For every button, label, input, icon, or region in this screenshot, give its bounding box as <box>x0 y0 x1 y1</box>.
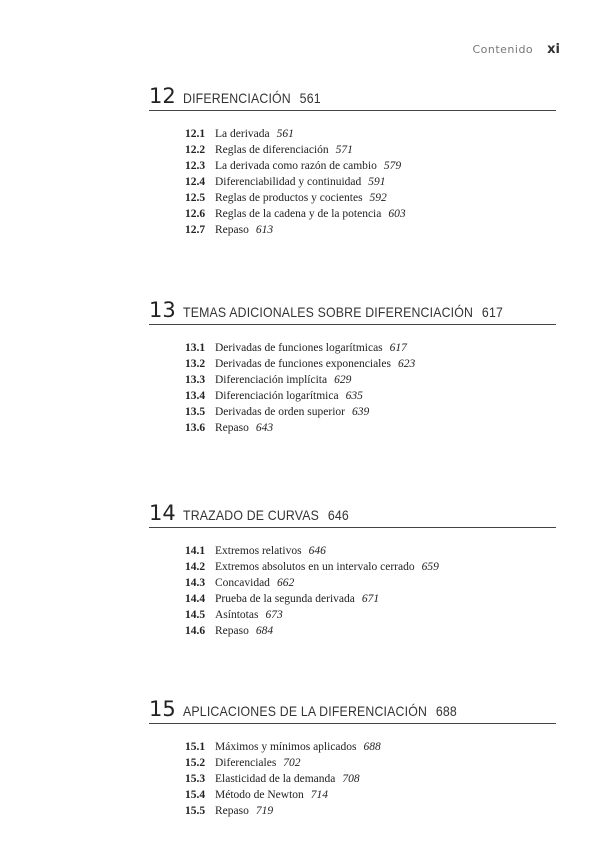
section-title: La derivada <box>215 128 270 140</box>
section-title: Elasticidad de la demanda <box>215 773 336 785</box>
section-title: Reglas de productos y cocientes <box>215 192 363 204</box>
section-title: Método de Newton <box>215 789 304 801</box>
section-title: Repaso <box>215 625 249 637</box>
section-title: Diferenciación logarítmica <box>215 390 339 402</box>
running-head <box>472 42 560 57</box>
list-item <box>185 356 556 372</box>
section-page: 671 <box>361 593 380 605</box>
list-item <box>185 404 556 420</box>
list-item <box>185 607 556 623</box>
section-page: 714 <box>310 789 329 801</box>
list-item <box>185 559 556 575</box>
chapter-13 <box>149 298 556 436</box>
section-title: Repaso <box>215 805 249 817</box>
section-page: 617 <box>389 342 407 354</box>
section-number: 15.5 <box>185 805 206 817</box>
list-item <box>185 372 556 388</box>
section-title: Extremos relativos <box>215 545 302 557</box>
list-item <box>185 623 556 639</box>
list-item <box>185 771 556 787</box>
chapter-number: 12 <box>149 84 176 108</box>
list-item <box>185 222 556 238</box>
section-number: 14.2 <box>185 561 206 573</box>
section-page: 662 <box>276 577 295 589</box>
list-item <box>185 158 556 174</box>
section-page: 592 <box>369 192 387 204</box>
section-number: 13.3 <box>185 374 206 386</box>
section-number: 15.1 <box>185 741 206 753</box>
chapter-title <box>183 90 321 106</box>
section-number: 12.5 <box>185 192 206 204</box>
section-title: Asíntotas <box>215 609 259 621</box>
section-number: 12.4 <box>185 176 206 188</box>
section-page: 629 <box>334 374 352 386</box>
section-page: 635 <box>345 390 363 402</box>
section-page: 591 <box>368 176 386 188</box>
section-title: Máximos y mínimos aplicados <box>215 741 357 753</box>
list-item <box>185 126 556 142</box>
section-list <box>185 739 556 819</box>
section-title: Derivadas de funciones exponenciales <box>215 358 391 370</box>
section-number: 14.5 <box>185 609 206 621</box>
section-page: 643 <box>255 422 274 434</box>
chapter-14 <box>149 501 556 639</box>
section-page: 571 <box>335 144 353 156</box>
section-list <box>185 126 556 238</box>
section-number: 13.1 <box>185 342 206 354</box>
section-page: 659 <box>421 561 439 573</box>
list-item <box>185 174 556 190</box>
chapter-heading <box>149 84 556 111</box>
section-number: 12.6 <box>185 208 206 220</box>
section-page: 579 <box>383 160 402 172</box>
chapter-number: 13 <box>149 298 176 322</box>
list-item <box>185 420 556 436</box>
section-title: Reglas de diferenciación <box>215 144 329 156</box>
list-item <box>185 787 556 803</box>
section-number: 15.3 <box>185 773 206 785</box>
chapter-15 <box>149 697 556 819</box>
chapter-title <box>183 304 503 320</box>
list-item <box>185 206 556 222</box>
section-list <box>185 543 556 639</box>
chapter-number: 15 <box>149 697 176 721</box>
section-title: Derivadas de funciones logarítmicas <box>215 342 383 354</box>
section-title: Repaso <box>215 422 249 434</box>
running-head-label: Contenido <box>472 43 534 56</box>
section-number: 12.2 <box>185 144 206 156</box>
section-page: 646 <box>308 545 326 557</box>
section-page: 623 <box>397 358 416 370</box>
section-number: 14.4 <box>185 593 206 605</box>
section-title: La derivada como razón de cambio <box>215 160 377 172</box>
list-item <box>185 543 556 559</box>
section-number: 15.2 <box>185 757 206 769</box>
section-number: 12.7 <box>185 224 206 236</box>
section-page: 688 <box>363 741 381 753</box>
section-page: 561 <box>276 128 294 140</box>
chapter-page: 688 <box>435 703 457 719</box>
section-title: Diferenciales <box>215 757 277 769</box>
list-item <box>185 575 556 591</box>
section-number: 12.1 <box>185 128 206 140</box>
section-page: 719 <box>255 805 274 817</box>
list-item <box>185 340 556 356</box>
list-item <box>185 142 556 158</box>
chapter-heading <box>149 501 556 528</box>
chapter-title <box>183 507 349 523</box>
section-list <box>185 340 556 436</box>
list-item <box>185 803 556 819</box>
section-title: Prueba de la segunda derivada <box>215 593 355 605</box>
chapter-title-text: TRAZADO DE CURVAS <box>183 507 320 523</box>
section-title: Extremos absolutos en un intervalo cerrado <box>215 561 415 573</box>
list-item <box>185 591 556 607</box>
list-item <box>185 739 556 755</box>
section-number: 13.5 <box>185 406 206 418</box>
section-page: 603 <box>388 208 406 220</box>
section-number: 12.3 <box>185 160 206 172</box>
section-number: 14.1 <box>185 545 206 557</box>
section-page: 639 <box>351 406 370 418</box>
section-page: 702 <box>283 757 301 769</box>
chapter-heading <box>149 298 556 325</box>
list-item <box>185 388 556 404</box>
chapter-12 <box>149 84 556 238</box>
chapter-heading <box>149 697 556 724</box>
section-number: 13.2 <box>185 358 206 370</box>
chapter-page: 617 <box>481 304 504 320</box>
chapter-title <box>183 703 457 719</box>
section-title: Derivadas de orden superior <box>215 406 345 418</box>
section-number: 14.3 <box>185 577 206 589</box>
page-number: xi <box>547 42 560 57</box>
section-page: 613 <box>255 224 274 236</box>
section-page: 684 <box>255 625 274 637</box>
section-title: Diferenciabilidad y continuidad <box>215 176 362 188</box>
section-page: 708 <box>342 773 360 785</box>
section-title: Repaso <box>215 224 249 236</box>
section-title: Diferenciación implícita <box>215 374 328 386</box>
section-page: 673 <box>265 609 283 621</box>
chapter-title-text: APLICACIONES DE LA DIFERENCIACIÓN <box>183 703 428 719</box>
chapter-page: 646 <box>327 507 349 523</box>
chapter-title-text: TEMAS ADICIONALES SOBRE DIFERENCIACIÓN <box>183 304 474 320</box>
section-title: Reglas de la cadena y de la potencia <box>215 208 382 220</box>
section-number: 14.6 <box>185 625 206 637</box>
section-number: 13.4 <box>185 390 206 402</box>
section-number: 15.4 <box>185 789 206 801</box>
section-title: Concavidad <box>215 577 270 589</box>
chapter-title-text: DIFERENCIACIÓN <box>183 90 291 106</box>
chapter-page: 561 <box>299 90 321 106</box>
list-item <box>185 755 556 771</box>
list-item <box>185 190 556 206</box>
section-number: 13.6 <box>185 422 206 434</box>
chapter-number: 14 <box>149 501 176 525</box>
